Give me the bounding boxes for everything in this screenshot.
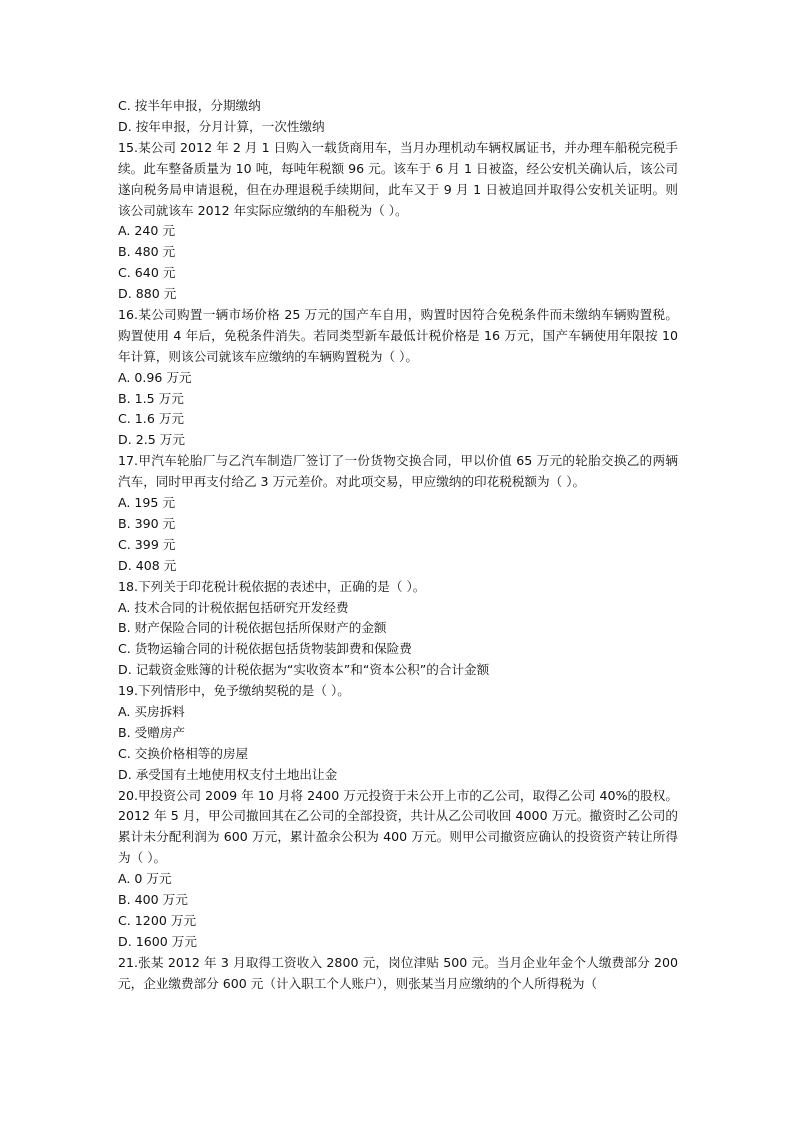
question-19-stem: 19.下列情形中，免予缴纳契税的是（ ）。 [118,683,350,699]
question-15-option-a: A. 240 元 [118,223,176,239]
leading-option-d: D. 按年申报，分月计算，一次性缴纳 [118,118,325,134]
question-19-option-b: B. 受赠房产 [118,724,186,740]
question-16-option-d: D. 2.5 万元 [118,432,185,448]
question-15-stem: 15.某公司 2012 年 2 月 1 日购入一载货商用车，当月办理机动车辆权属证书，并办理车船税完税手续。此车整备质量为 10 吨，每吨年税额 96 元。该车于 6 月 1 日被盗，经公安机关确认后，该公司遂向税务局申请退税，但在办理退税手续期间，此车又于 9 月 1 日被追回并取得公安机关证明。则该公司就该车 2012 年实际应缴纳的车船税为（ ）。 [118,139,678,218]
question-20-option-b: B. 400 万元 [118,892,188,908]
question-15-option-d: D. 880 元 [118,286,177,302]
question-19-option-a: A. 买房拆料 [118,704,185,719]
question-17-stem: 17.甲汽车轮胎厂与乙汽车制造厂签订了一份货物交换合同，甲以价值 65 万元的轮胎交换乙的两辆汽车，同时甲再支付给乙 3 万元差价。对此项交易，甲应缴纳的印花税税额为（ ）。 [118,453,678,490]
question-18-option-a: A. 技术合同的计税依据包括研究开发经费 [118,599,349,615]
question-21-stem: 21.张某 2012 年 3 月取得工资收入 2800 元，岗位津贴 500 元。当月企业年金个人缴费部分 200 元，企业缴费部分 600 元（计入职工个人账户），则张某当月应缴纳的个人所得税为（ [118,954,678,991]
question-15-option-c: C. 640 元 [118,265,176,281]
question-17-option-a: A. 195 元 [118,495,176,511]
question-20-option-d: D. 1600 万元 [118,933,197,949]
question-15-option-b: B. 480 元 [118,244,176,260]
question-18-stem: 18.下列关于印花税计税依据的表述中，正确的是（ ）。 [118,578,426,594]
question-17 [118,451,678,576]
question-17-option-d: D. 408 元 [118,557,177,573]
question-18-option-d: D. 记载资金账簿的计税依据为“实收资本”和“资本公积”的合计金额 [118,662,490,678]
question-16-option-c: C. 1.6 万元 [118,411,185,427]
question-16-option-b: B. 1.5 万元 [118,390,184,406]
question-17-option-b: B. 390 元 [118,515,176,531]
question-16-stem: 16.某公司购置一辆市场价格 25 万元的国产车自用，购置时因符合免税条件而未缴纳车辆购置税。购置使用 4 年后，免税条件消失。若同类型新车最低计税价格是 16 万元，国产车辆使用年限按 10 年计算，则该公司就该车应缴纳的车辆购置税为（ ）。 [118,306,678,364]
question-19-option-d: D. 承受国有土地使用权支付土地出让金 [118,766,338,782]
question-20 [118,786,678,953]
question-16-option-a: A. 0.96 万元 [118,369,192,385]
question-21 [118,953,678,995]
question-15 [118,138,678,305]
document-page [118,96,678,995]
leading-option-c: C. 按半年申报，分期缴纳 [118,98,261,113]
question-19-option-c: C. 交换价格相等的房屋 [118,745,249,761]
question-19 [118,681,678,785]
question-16 [118,305,678,451]
question-20-stem: 20.甲投资公司 2009 年 10 月将 2400 万元投资于未公开上市的乙公司，取得乙公司 40%的股权。2012 年 5 月，甲公司撤回其在乙公司的全部投资，共计从乙公司收回 4000 万元。撤资时乙公司的累计未分配利润为 600 万元，累计盈余公积为 400 万元。则甲公司撤资应确认的投资资产转让所得为（ ）。 [118,787,678,866]
question-18-option-b: B. 财产保险合同的计税依据包括所保财产的金额 [118,620,387,636]
question-18-option-c: C. 货物运输合同的计税依据包括货物装卸费和保险费 [118,641,412,657]
question-20-option-a: A. 0 万元 [118,871,172,887]
question-18 [118,577,678,681]
question-17-option-c: C. 399 元 [118,536,176,552]
question-20-option-c: C. 1200 万元 [118,912,197,928]
